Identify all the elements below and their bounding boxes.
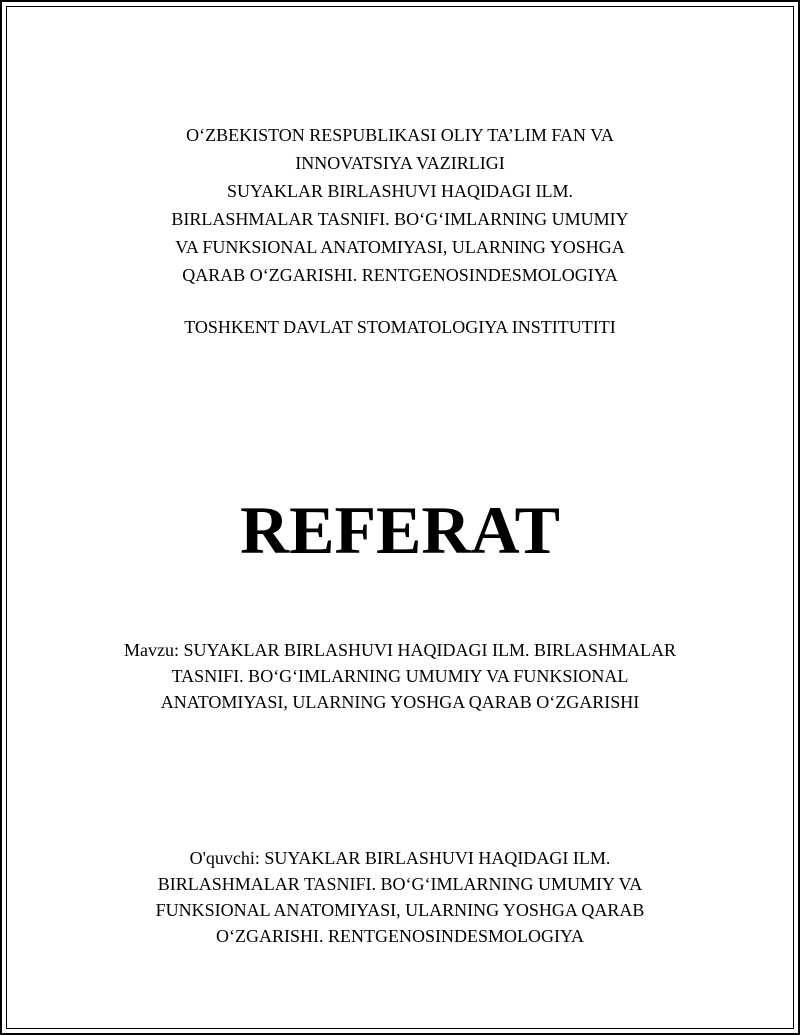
ministry-header [0,121,800,289]
header-line: INNOVATSIYA VAZIRLIGI [295,153,505,173]
topic-line: Mavzu: SUYAKLAR BIRLASHUVI HAQIDAGI ILM. BIRLASHMALAR [124,640,676,660]
header-line: BIRLASHMALAR TASNIFI. BO‘G‘IMLARNING UMUMIY [171,209,629,229]
institute-name [0,313,800,341]
student-line: BIRLASHMALAR TASNIFI. BO‘G‘IMLARNING UMUMIY VA [157,874,643,894]
topic-line: TASNIFI. BO‘G‘IMLARNING UMUMIY VA FUNKSIONAL [171,666,629,686]
student-line: O'quvchi: SUYAKLAR BIRLASHUVI HAQIDAGI ILM. [189,848,611,868]
topic-line: ANATOMIYASI, ULARNING YOSHGA QARAB O‘ZGARISHI [160,692,640,712]
header-line: QARAB O‘ZGARISHI. RENTGENOSINDESMOLOGIYA [182,265,618,285]
topic-block [0,637,800,715]
institute-line: TOSHKENT DAVLAT STOMATOLOGIYA INSTITUTITI [184,317,616,337]
document-title: REFERAT [240,492,560,568]
student-block [0,845,800,949]
student-line: FUNKSIONAL ANATOMIYASI, ULARNING YOSHGA QARAB [155,900,645,920]
student-line: O‘ZGARISHI. RENTGENOSINDESMOLOGIYA [216,926,584,946]
header-line: O‘ZBEKISTON RESPUBLIKASI OLIY TA’LIM FAN VA [186,125,614,145]
header-line: VA FUNKSIONAL ANATOMIYASI, ULARNING YOSHGA [175,237,625,257]
header-line: SUYAKLAR BIRLASHUVI HAQIDAGI ILM. [227,181,573,201]
